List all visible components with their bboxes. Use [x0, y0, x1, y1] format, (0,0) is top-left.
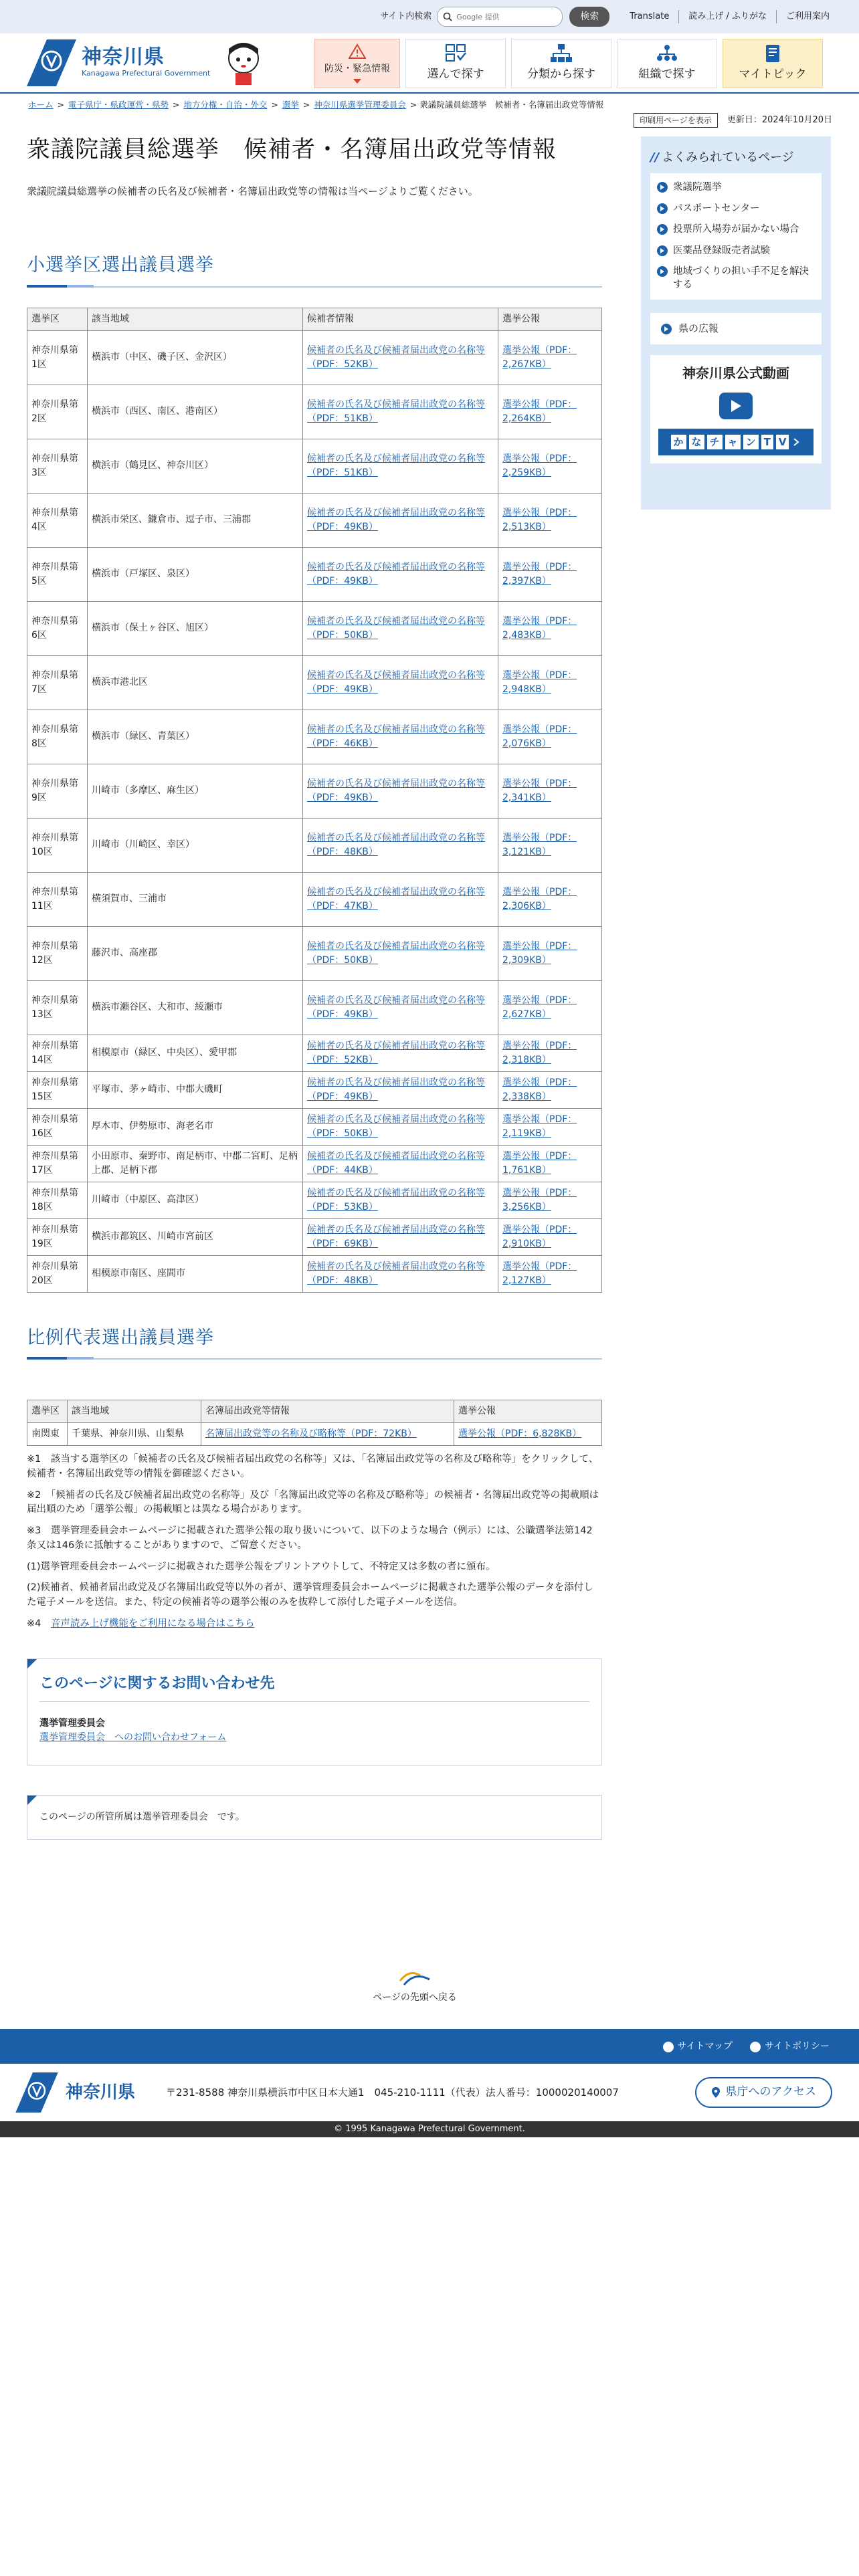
table-row: [27, 980, 602, 1035]
contact-org: 選挙管理委員会: [39, 1717, 105, 1729]
logo-char: か: [671, 435, 686, 450]
column-header: 選挙公報: [498, 308, 602, 330]
chevron-down-icon: [353, 79, 361, 84]
area-cell: 横浜市（保土ヶ谷区、旭区）: [88, 601, 303, 655]
area-cell: 川崎市（川崎区、幸区）: [88, 818, 303, 872]
koho-cell: [498, 764, 602, 818]
slash-icon: //: [650, 150, 660, 165]
koho-cell: [498, 655, 602, 710]
play-icon: [719, 393, 753, 419]
table-row: [27, 330, 602, 385]
candidate-link[interactable]: 候補者の氏名及び候補者届出政党の名称等（PDF：49KB）: [307, 507, 485, 532]
nav-select[interactable]: [405, 39, 506, 88]
candidate-link[interactable]: 候補者の氏名及び候補者届出政党の名称等（PDF：53KB）: [307, 1187, 485, 1212]
table-row: [27, 385, 602, 439]
video-banner[interactable]: [650, 355, 822, 463]
wave-icon: [395, 1966, 435, 1986]
footer-links: [0, 2029, 859, 2064]
table-row: [27, 1182, 602, 1218]
district-cell: 神奈川県第16区: [27, 1108, 88, 1145]
nav-label: マイトピック: [739, 68, 807, 82]
candidate-link[interactable]: 候補者の氏名及び候補者届出政党の名称等（PDF：48KB）: [307, 832, 485, 857]
mascot-icon: [222, 39, 265, 86]
breadcrumb-link[interactable]: 電子県庁・県政運営・県勢: [68, 100, 169, 110]
area-cell: 横浜市（緑区、青葉区）: [88, 710, 303, 764]
note-text: ※2 「候補者の氏名及び候補者届出政党の名称等」及び「名簿届出政党等の名称及び略称等」の候補者・名簿届出政党等の掲載順は届出順のため「選挙公報」の掲載順とは異なる場合があります。: [27, 1489, 599, 1515]
koho-link[interactable]: 選挙公報（PDF：2,259KB）: [502, 453, 577, 478]
note4-prefix: ※4: [27, 1618, 41, 1629]
breadcrumb-current: 衆議院議員総選挙 候補者・名簿届出政党等情報: [419, 100, 604, 110]
logo-char: な: [689, 435, 704, 450]
arrow-circle-icon: [657, 266, 668, 277]
policy-link[interactable]: [750, 2040, 830, 2054]
district-cell: 神奈川県第4区: [27, 493, 88, 547]
koho-link[interactable]: 選挙公報（PDF：2,264KB）: [502, 399, 577, 424]
contact-title: このページに関するお問い合わせ先: [39, 1673, 589, 1702]
candidate-link[interactable]: 候補者の氏名及び候補者届出政党の名称等（PDF：49KB）: [307, 1077, 485, 1102]
koho-link[interactable]: 選挙公報（PDF：3,121KB）: [502, 832, 577, 857]
voice-reading-link[interactable]: 音声読み上げ機能をご利用になる場合はこちら: [50, 1618, 255, 1629]
contact-box: [27, 1658, 602, 1765]
column-header: 選挙区: [27, 308, 88, 330]
sitemap-label: サイトマップ: [677, 2040, 733, 2052]
kouhou-label: 県の広報: [678, 322, 719, 335]
candidate-link[interactable]: 候補者の氏名及び候補者届出政党の名称等（PDF：51KB）: [307, 399, 485, 424]
site-header: [0, 33, 859, 94]
guide-link[interactable]: ご利用案内: [776, 10, 839, 23]
candidate-cell: [303, 710, 498, 764]
column-header: 選挙区: [27, 1400, 68, 1423]
area-cell: 厚木市、伊勢原市、海老名市: [88, 1108, 303, 1145]
sidebar-item[interactable]: [657, 199, 815, 220]
district-cell: 神奈川県第3区: [27, 439, 88, 493]
breadcrumb-home[interactable]: ホーム: [28, 100, 54, 110]
bookmark-icon: [764, 43, 781, 64]
single-seat-table: [27, 308, 602, 1293]
koho-link[interactable]: 選挙公報（PDF：2,306KB）: [502, 886, 577, 911]
logo-char: チ: [707, 435, 723, 450]
breadcrumb-link[interactable]: 地方分権・自治・外交: [183, 100, 268, 110]
koho-link[interactable]: 選挙公報（PDF：2,397KB）: [502, 561, 577, 586]
area-cell: 藤沢市、高座郡: [88, 926, 303, 980]
table-row: [27, 1145, 602, 1182]
search-button[interactable]: 検索: [569, 7, 609, 27]
candidate-cell: [303, 1108, 498, 1145]
koho-link[interactable]: 選挙公報（PDF：2,119KB）: [502, 1113, 577, 1139]
koho-link[interactable]: 選挙公報（PDF：2,948KB）: [502, 669, 577, 695]
koho-link[interactable]: 選挙公報（PDF：2,341KB）: [502, 778, 577, 803]
page-title: 衆議院議員総選挙 候補者・名簿届出政党等情報: [27, 136, 557, 163]
area-cell: 横浜市（西区、南区、港南区）: [88, 385, 303, 439]
koho-cell: [498, 547, 602, 601]
furigana-link[interactable]: 読み上げ / ふりがな: [678, 10, 776, 23]
table-row: [27, 710, 602, 764]
koho-link[interactable]: 選挙公報（PDF：2,627KB）: [502, 994, 577, 1020]
page-top-label: ページの先頭へ戻る: [373, 1992, 457, 2003]
column-header: 名簿届出政党等情報: [201, 1400, 454, 1423]
breadcrumb-link[interactable]: 選挙: [282, 100, 299, 110]
koho-cell: [498, 1145, 602, 1182]
koho-cell: [498, 926, 602, 980]
candidate-link[interactable]: 候補者の氏名及び候補者届出政党の名称等（PDF：49KB）: [307, 561, 485, 586]
area-cell: 横浜市栄区、鎌倉市、逗子市、三浦郡: [88, 493, 303, 547]
table-row: [27, 764, 602, 818]
table-body: [27, 330, 602, 1292]
table-row: [27, 439, 602, 493]
updated-date: 更新日：2024年10月20日: [727, 115, 832, 125]
utility-bar: [0, 0, 859, 33]
arrow-circle-icon: [657, 182, 668, 193]
koho-link[interactable]: 選挙公報（PDF：2,910KB）: [502, 1224, 577, 1249]
district-cell: 神奈川県第7区: [27, 655, 88, 710]
candidate-link[interactable]: 候補者の氏名及び候補者届出政党の名称等（PDF：50KB）: [307, 615, 485, 641]
owner-text: このページの所管所属は選挙管理委員会 です。: [39, 1811, 245, 1822]
party-info-cell: [201, 1423, 454, 1446]
koho-cell: [498, 1182, 602, 1218]
koho-cell: [498, 1218, 602, 1255]
candidate-cell: [303, 980, 498, 1035]
kanagawa-logo-icon: [27, 39, 76, 86]
sidebar-item-label: パスポートセンター: [673, 203, 760, 214]
koho-link[interactable]: 選挙公報（PDF：2,127KB）: [502, 1261, 577, 1286]
candidate-link[interactable]: 候補者の氏名及び候補者届出政党の名称等（PDF：46KB）: [307, 724, 485, 749]
district-cell: 神奈川県第11区: [27, 872, 88, 926]
district-cell: 神奈川県第10区: [27, 818, 88, 872]
area-cell: 横須賀市、三浦市: [88, 872, 303, 926]
note-text: (2)候補者、候補者届出政党及び名簿届出政党等以外の者が、選挙管理委員会ホームページに掲載された選挙公報のデータを添付した電子メールを送信。また、特定の候補者等の選挙公報のみを抜粋して添付した電子メールを送信。: [27, 1582, 593, 1608]
column-header: 該当地域: [88, 308, 303, 330]
candidate-link[interactable]: 候補者の氏名及び候補者届出政党の名称等（PDF：49KB）: [307, 669, 485, 695]
koho-cell: [498, 818, 602, 872]
footer-address: 〒231-8588 神奈川県横浜市中区日本大通1 045-210-1111（代表）法人番号：1000020140007: [166, 2086, 619, 2099]
video-title: 神奈川県公式動画: [682, 364, 789, 381]
koho-link[interactable]: 選挙公報（PDF：2,076KB）: [502, 724, 577, 749]
logo-char: ャ: [725, 435, 741, 450]
chevron-right-icon: [791, 437, 801, 447]
candidate-link[interactable]: 候補者の氏名及び候補者届出政党の名称等（PDF：52KB）: [307, 344, 485, 370]
district-cell: 神奈川県第5区: [27, 547, 88, 601]
candidate-cell: [303, 655, 498, 710]
area-cell: 横浜市（戸塚区、泉区）: [88, 547, 303, 601]
sidebar-item-label: 衆議院選挙: [673, 182, 722, 193]
map-pin-icon: [711, 2086, 721, 2099]
policy-label: サイトポリシー: [764, 2040, 830, 2052]
koho-link[interactable]: 選挙公報（PDF：3,256KB）: [502, 1187, 577, 1212]
notes: [27, 1453, 602, 1632]
column-header: 該当地域: [68, 1400, 201, 1423]
breadcrumb-link[interactable]: 神奈川県選挙管理委員会: [314, 100, 406, 110]
sidebar-item[interactable]: [657, 177, 815, 199]
candidate-cell: [303, 493, 498, 547]
district-cell: 神奈川県第12区: [27, 926, 88, 980]
sidebar-item-label: 地域づくりの担い手不足を解決する: [673, 266, 809, 290]
print-button[interactable]: 印刷用ページを表示: [634, 113, 718, 128]
logo-char: ン: [743, 435, 759, 450]
candidate-link[interactable]: 候補者の氏名及び候補者届出政党の名称等（PDF：49KB）: [307, 994, 485, 1020]
note-text: ※3 選挙管理委員会ホームページに掲載された選挙公報の取り扱いについて、以下のような場合（例示）には、公職選挙法第142条又は146条に抵触することがありますので、ご留意ください。: [27, 1525, 593, 1551]
koho-link[interactable]: 選挙公報（PDF：2,483KB）: [502, 615, 577, 641]
nav-label: 組織で探す: [638, 68, 696, 82]
area-cell: 横浜市港北区: [88, 655, 303, 710]
candidate-cell: [303, 872, 498, 926]
sidebar-item-label: 医薬品登録販売者試験: [673, 245, 770, 256]
district-cell: 神奈川県第8区: [27, 710, 88, 764]
global-nav: [314, 39, 823, 88]
arrow-circle-icon: [663, 2042, 674, 2052]
candidate-link[interactable]: 候補者の氏名及び候補者届出政党の名称等（PDF：50KB）: [307, 1113, 485, 1139]
table-row: [27, 1218, 602, 1255]
district-cell: 神奈川県第15区: [27, 1071, 88, 1108]
area-cell: 横浜市（中区、磯子区、金沢区）: [88, 330, 303, 385]
table-row: [27, 601, 602, 655]
area-cell: 千葉県、神奈川県、山梨県: [68, 1423, 201, 1446]
koho-cell: [498, 1108, 602, 1145]
nav-emergency[interactable]: [314, 39, 400, 88]
search-input[interactable]: [456, 13, 550, 21]
copyright: © 1995 Kanagawa Prefectural Government.: [0, 2121, 859, 2137]
candidate-link[interactable]: 候補者の氏名及び候補者届出政党の名称等（PDF：48KB）: [307, 1261, 485, 1286]
table-row: [27, 872, 602, 926]
kanachan-tv-logo: [658, 429, 814, 455]
candidate-cell: [303, 926, 498, 980]
candidate-cell: [303, 1145, 498, 1182]
popular-list: [650, 173, 822, 300]
district-cell: 神奈川県第20区: [27, 1255, 88, 1292]
select-icon: [445, 43, 466, 64]
koho-cell: [498, 710, 602, 764]
candidate-link[interactable]: 候補者の氏名及び候補者届出政党の名称等（PDF：50KB）: [307, 940, 485, 966]
candidate-cell: [303, 330, 498, 385]
breadcrumb: ホーム > 電子県庁・県政運営・県勢 > 地方分権・自治・外交 > 選挙 > 神奈川県選挙管理委員会 > 衆議院議員総選挙 候補者・名簿届出政党等情報: [28, 100, 604, 110]
koho-link[interactable]: 選挙公報（PDF：6,828KB）: [458, 1428, 582, 1439]
nav-category[interactable]: [511, 39, 611, 88]
footer-info: [0, 2064, 859, 2121]
sidebar-item[interactable]: [657, 261, 815, 296]
translate-link[interactable]: Translate: [630, 11, 670, 22]
table-row: [27, 1071, 602, 1108]
candidate-cell: [303, 385, 498, 439]
district-cell: 神奈川県第19区: [27, 1218, 88, 1255]
district-cell: 神奈川県第9区: [27, 764, 88, 818]
contact-form-link[interactable]: 選挙管理委員会 へのお問い合わせフォーム: [39, 1731, 227, 1743]
candidate-link[interactable]: 候補者の氏名及び候補者届出政党の名称等（PDF：69KB）: [307, 1224, 485, 1249]
table-header-row: [27, 308, 602, 330]
koho-cell: [498, 439, 602, 493]
organization-icon: [656, 43, 678, 64]
area-cell: 横浜市瀬谷区、大和市、綾瀬市: [88, 980, 303, 1035]
section-heading: 小選挙区選出議員選挙: [27, 252, 602, 288]
section-heading: 比例代表選出議員選挙: [27, 1325, 602, 1360]
table-row: [27, 1108, 602, 1145]
note-text: ※1 該当する選挙区の「候補者の氏名及び候補者届出政党の名称等」又は、「名簿届出政党等の名称及び略称等」をクリックして、候補者・名簿届出政党等の情報を御確認ください。: [27, 1454, 599, 1479]
site-logo[interactable]: [27, 39, 210, 86]
kouhou-link[interactable]: [650, 313, 822, 344]
koho-cell: [498, 1035, 602, 1071]
candidate-cell: [303, 818, 498, 872]
table-row: [27, 493, 602, 547]
district-cell: 神奈川県第2区: [27, 385, 88, 439]
district-cell: 神奈川県第13区: [27, 980, 88, 1035]
candidate-cell: [303, 547, 498, 601]
nav-organization[interactable]: [617, 39, 717, 88]
logo-char: V: [776, 435, 789, 450]
logo-english: Kanagawa Prefectural Government: [82, 69, 211, 78]
party-info-link[interactable]: 名簿届出政党等の名称及び略称等（PDF：72KB）: [205, 1428, 417, 1439]
nav-label: 防災・緊急情報: [324, 63, 390, 74]
search-icon: [443, 12, 452, 21]
proportional-table: [27, 1400, 602, 1446]
footer-logo-text: 神奈川県: [66, 2082, 136, 2103]
koho-cell: [498, 330, 602, 385]
candidate-link[interactable]: 候補者の氏名及び候補者届出政党の名称等（PDF：51KB）: [307, 453, 485, 478]
sidebar-item[interactable]: [657, 219, 815, 241]
logo-japanese: 神奈川県: [82, 45, 165, 70]
intro-text: 衆議院議員総選挙の候補者の氏名及び候補者・名簿届出政党等の情報は当ページよりご覧ください。: [27, 185, 478, 197]
koho-cell: [498, 980, 602, 1035]
table-header-row: [27, 1400, 602, 1423]
area-cell: 相模原市（緑区、中央区）、愛甲郡: [88, 1035, 303, 1071]
koho-link[interactable]: 選挙公報（PDF：2,267KB）: [502, 344, 577, 370]
print-row: [0, 112, 859, 128]
access-button[interactable]: [695, 2077, 833, 2108]
nav-label: 分類から探す: [527, 68, 595, 82]
koho-cell: [498, 1255, 602, 1292]
area-cell: 平塚市、茅ヶ崎市、中郡大磯町: [88, 1071, 303, 1108]
candidate-link[interactable]: 候補者の氏名及び候補者届出政党の名称等（PDF：47KB）: [307, 886, 485, 911]
page-top-link[interactable]: [348, 1966, 482, 2005]
koho-link[interactable]: 選挙公報（PDF：1,761KB）: [502, 1150, 577, 1176]
column-header: 選挙公報: [454, 1400, 602, 1423]
main-content: [27, 127, 602, 1840]
arrow-circle-icon: [661, 324, 672, 334]
column-header: 候補者情報: [303, 308, 498, 330]
area-cell: 横浜市都筑区、川崎市宮前区: [88, 1218, 303, 1255]
candidate-cell: [303, 1255, 498, 1292]
sidebar-title: [650, 148, 822, 167]
candidate-cell: [303, 439, 498, 493]
candidate-link[interactable]: 候補者の氏名及び候補者届出政党の名称等（PDF：52KB）: [307, 1040, 485, 1065]
candidate-link[interactable]: 候補者の氏名及び候補者届出政党の名称等（PDF：49KB）: [307, 778, 485, 803]
koho-link[interactable]: 選挙公報（PDF：2,513KB）: [502, 507, 577, 532]
sidebar-item-label: 投票所入場券が届かない場合: [673, 224, 799, 235]
district-cell: 神奈川県第1区: [27, 330, 88, 385]
district-cell: 神奈川県第18区: [27, 1182, 88, 1218]
table-row: [27, 1255, 602, 1292]
sidebar: [641, 136, 831, 510]
site-search-label: サイト内検索: [380, 11, 432, 22]
koho-link[interactable]: 選挙公報（PDF：2,338KB）: [502, 1077, 577, 1102]
area-cell: 川崎市（中原区、高津区）: [88, 1182, 303, 1218]
arrow-circle-icon: [657, 245, 668, 256]
candidate-cell: [303, 1071, 498, 1108]
note-text: [27, 1617, 602, 1632]
arrow-circle-icon: [657, 224, 668, 235]
candidate-cell: [303, 1035, 498, 1071]
candidate-cell: [303, 601, 498, 655]
table-row: [27, 655, 602, 710]
area-cell: 川崎市（多摩区、麻生区）: [88, 764, 303, 818]
koho-cell: [454, 1423, 602, 1446]
arrow-circle-icon: [750, 2042, 761, 2052]
category-icon: [550, 43, 573, 64]
koho-cell: [498, 493, 602, 547]
koho-link[interactable]: 選挙公報（PDF：2,309KB）: [502, 940, 577, 966]
sidebar-item[interactable]: [657, 241, 815, 262]
koho-link[interactable]: 選挙公報（PDF：2,318KB）: [502, 1040, 577, 1065]
table-row: [27, 547, 602, 601]
koho-cell: [498, 601, 602, 655]
district-cell: 神奈川県第6区: [27, 601, 88, 655]
candidate-cell: [303, 1218, 498, 1255]
candidate-cell: [303, 764, 498, 818]
note-text: (1)選挙管理委員会ホームページに掲載された選挙公報をプリントアウトして、不特定又は多数の者に頒布。: [27, 1561, 496, 1572]
access-label: 県庁へのアクセス: [725, 2085, 816, 2099]
koho-cell: [498, 872, 602, 926]
nav-label: 選んで探す: [427, 68, 484, 82]
sidebar-title-text: よくみられているページ: [662, 150, 794, 165]
table-row: [27, 1423, 602, 1446]
site-search-box[interactable]: [437, 7, 563, 27]
area-cell: 小田原市、秦野市、南足柄市、中郡二宮町、足柄上郡、足柄下郡: [88, 1145, 303, 1182]
district-cell: 神奈川県第17区: [27, 1145, 88, 1182]
warning-icon: [349, 43, 366, 60]
kanagawa-logo-icon: [13, 2072, 60, 2113]
table-row: [27, 926, 602, 980]
table-row: [27, 1035, 602, 1071]
candidate-link[interactable]: 候補者の氏名及び候補者届出政党の名称等（PDF：44KB）: [307, 1150, 485, 1176]
sitemap-link[interactable]: [663, 2040, 733, 2054]
candidate-cell: [303, 1182, 498, 1218]
district-cell: 南関東: [27, 1423, 68, 1446]
owner-box: [27, 1795, 602, 1840]
district-cell: 神奈川県第14区: [27, 1035, 88, 1071]
area-cell: 横浜市（鶴見区、神奈川区）: [88, 439, 303, 493]
logo-char: T: [761, 435, 773, 450]
area-cell: 相模原市南区、座間市: [88, 1255, 303, 1292]
nav-mytopic[interactable]: [723, 39, 823, 88]
koho-cell: [498, 385, 602, 439]
arrow-circle-icon: [657, 203, 668, 214]
koho-cell: [498, 1071, 602, 1108]
table-row: [27, 818, 602, 872]
